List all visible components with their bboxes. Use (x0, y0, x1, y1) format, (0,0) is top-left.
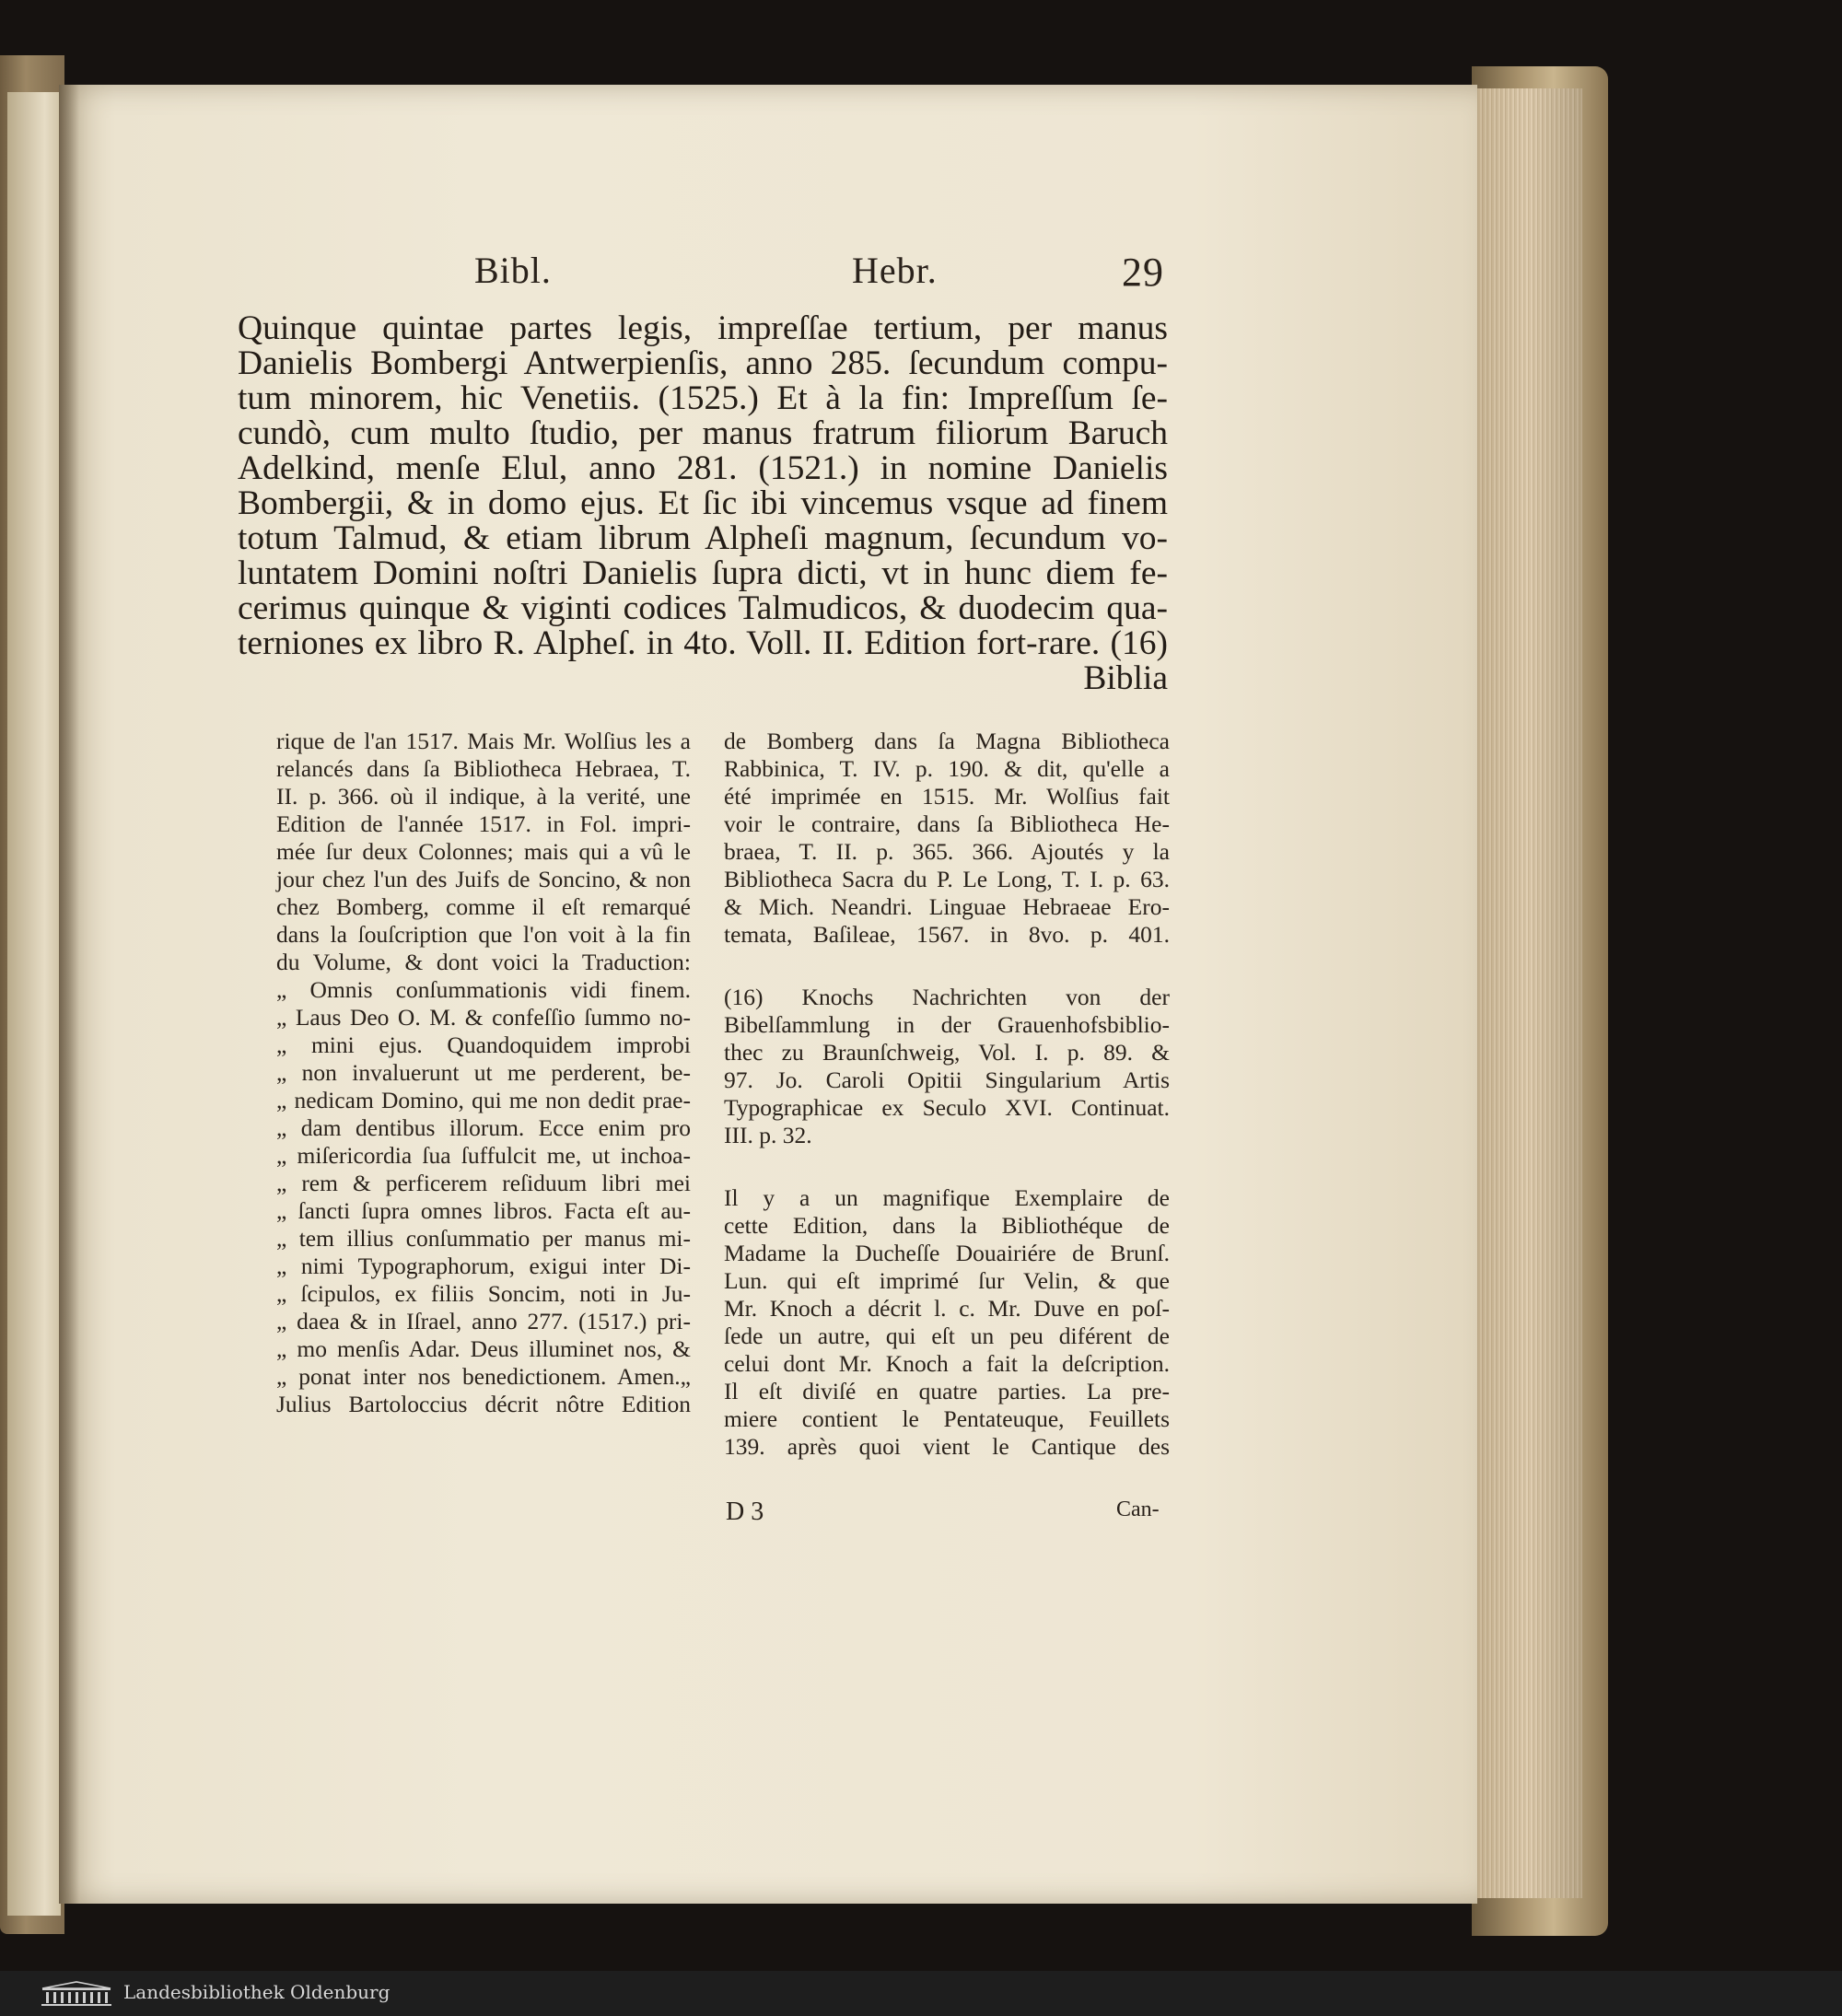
left-col-line: „ ponat inter nos benedictionem. Amen.„ (276, 1363, 691, 1390)
left-col-line: mée ſur deux Colonnes; mais qui a vû le (276, 838, 691, 865)
left-column (276, 728, 691, 1418)
page-number: 29 (1122, 250, 1164, 295)
right-col-line: Mr. Knoch a décrit l. c. Mr. Duve en poſ- (724, 1295, 1170, 1322)
upper-line: totum Talmud, & etiam librum Alpheſi magnum, ſecundum vo- (238, 519, 1168, 557)
library-building-icon (39, 1980, 114, 2008)
left-col-line: „ Omnis conſummationis vidi finem. (276, 976, 691, 1003)
page-gutter-shadow (59, 85, 79, 1904)
left-col-line: „ nedicam Domino, qui me non dedit prae- (276, 1087, 691, 1113)
footnote-line: (16) Knochs Nachrichten von der (724, 984, 1170, 1010)
left-col-line: Julius Bartoloccius décrit nôtre Edition (276, 1391, 691, 1417)
left-col-line: „ nimi Typographorum, exigui inter Di- (276, 1253, 691, 1279)
right-col-line: cette Edition, dans la Bibliothéque de (724, 1212, 1170, 1239)
right-col-line: Bibliotheca Sacra du P. Le Long, T. I. p. 63. (724, 866, 1170, 892)
right-col-line: braea, T. II. p. 365. 366. Ajoutés y la (724, 838, 1170, 865)
right-col-line: voir le contraire, dans ſa Bibliotheca He- (724, 810, 1170, 837)
upper-line: Adelkind, menſe Elul, anno 281. (1521.) in nomine Danielis (238, 449, 1168, 487)
right-col-line: été imprimée en 1515. Mr. Wolſius fait (724, 783, 1170, 810)
running-head-left: Bibl. (474, 250, 552, 291)
left-col-line: Edition de l'année 1517. in Fol. impri- (276, 810, 691, 837)
library-name: Landesbibliothek Oldenburg (123, 1981, 391, 2003)
footnote-line: Typographicae ex Seculo XVI. Continuat. (724, 1094, 1170, 1121)
right-col-line: temata, Baſileae, 1567. in 8vo. p. 401. (724, 921, 1170, 948)
left-col-line: „ ſancti ſupra omnes libros. Facta eſt au- (276, 1197, 691, 1224)
right-col-line: Il y a un magnifique Exemplaire de (724, 1184, 1170, 1211)
left-col-line: „ tem illius conſummatio per manus mi- (276, 1225, 691, 1252)
left-col-line: „ ſcipulos, ex filiis Soncim, noti in Ju- (276, 1280, 691, 1307)
right-col-line: celui dont Mr. Knoch a fait la deſcription. (724, 1350, 1170, 1377)
left-col-line: „ rem & perficerem reſiduum libri mei (276, 1170, 691, 1196)
paragraph-gap (724, 1149, 1170, 1184)
page-edge-shade (1474, 88, 1582, 1898)
upper-line: cundò, cum multo ſtudio, per manus fratrum filiorum Baruch (238, 414, 1168, 452)
left-col-line: „ miſericordia ſua ſuffulcit me, ut inchoa- (276, 1142, 691, 1169)
upper-line: luntatem Domini noſtri Danielis ſupra dicti, vt in hunc diem fe- (238, 554, 1168, 592)
upper-text-block (238, 311, 1168, 696)
right-col-line: Madame la Ducheſſe Douairiére de Brunſ. (724, 1240, 1170, 1266)
left-col-line: dans la ſouſcription que l'on voit à la fin (276, 921, 691, 948)
footnote-line: III. p. 32. (724, 1122, 812, 1148)
footnote-line: Bibelſammlung in der Grauenhofsbiblio- (724, 1011, 1170, 1038)
right-col-line: 139. après quoi vient le Cantique des (724, 1433, 1170, 1460)
right-col-line: Il eſt diviſé en quatre parties. La pre- (724, 1378, 1170, 1404)
left-col-line: relancés dans ſa Bibliotheca Hebraea, T. (276, 755, 691, 782)
footnote-line: thec zu Braunſchweig, Vol. I. p. 89. & (724, 1039, 1170, 1066)
left-col-line: II. p. 366. où il indique, à la verité, une (276, 783, 691, 810)
left-page-sliver (7, 92, 61, 1916)
left-col-line: „ Laus Deo O. M. & confeſſio ſummo no- (276, 1004, 691, 1031)
right-col-line: & Mich. Neandri. Linguae Hebraeae Ero- (724, 893, 1170, 920)
upper-line: cerimus quinque & viginti codices Talmudicos, & duodecim qua- (238, 589, 1168, 627)
upper-line: Danielis Bombergi Antwerpienſis, anno 285. ſecundum compu- (238, 344, 1168, 382)
left-col-line: „ mo menſis Adar. Deus illuminet nos, & (276, 1335, 691, 1362)
left-col-line: „ non invaluerunt ut me perderent, be- (276, 1059, 691, 1086)
right-column (724, 728, 1170, 1461)
right-col-line: Rabbinica, T. IV. p. 190. & dit, qu'elle a (724, 755, 1170, 782)
right-col-line: ſede un autre, qui eſt un peu diférent de (724, 1323, 1170, 1349)
left-col-line: rique de l'an 1517. Mais Mr. Wolſius les a (276, 728, 691, 754)
paragraph-gap (724, 949, 1170, 984)
upper-line: Bombergii, & in domo ejus. Et ſic ibi vincemus vsque ad finem (238, 484, 1168, 522)
upper-line-catch: Biblia (1083, 659, 1168, 697)
left-col-line: du Volume, & dont voici la Traduction: (276, 949, 691, 975)
left-col-line: chez Bomberg, comme il eſt remarqué (276, 893, 691, 920)
right-col-line: miere contient le Pentateuque, Feuillets (724, 1405, 1170, 1432)
upper-line: tum minorem, hic Venetiis. (1525.) Et à la fin: Impreſſum ſe- (238, 379, 1168, 417)
catchword: Can- (1116, 1497, 1160, 1521)
left-col-line: „ dam dentibus illorum. Ecce enim pro (276, 1114, 691, 1141)
left-col-line: „ mini ejus. Quandoquidem improbi (276, 1031, 691, 1058)
signature-mark: D 3 (726, 1497, 764, 1526)
running-head-center: Hebr. (852, 250, 938, 291)
right-col-line: Lun. qui eſt imprimé ſur Velin, & que (724, 1267, 1170, 1294)
upper-line: Quinque quintae partes legis, impreſſae tertium, per manus (238, 309, 1168, 347)
right-col-line: de Bomberg dans ſa Magna Bibliotheca (724, 728, 1170, 754)
upper-line: terniones ex libro R. Alpheſ. in 4to. Voll. II. Edition fort-rare. (16) (238, 624, 1168, 662)
footnote-line: 97. Jo. Caroli Opitii Singularium Artis (724, 1066, 1170, 1093)
left-col-line: „ daea & in Iſrael, anno 277. (1517.) pri- (276, 1308, 691, 1334)
left-col-line: jour chez l'un des Juifs de Soncino, & non (276, 866, 691, 892)
